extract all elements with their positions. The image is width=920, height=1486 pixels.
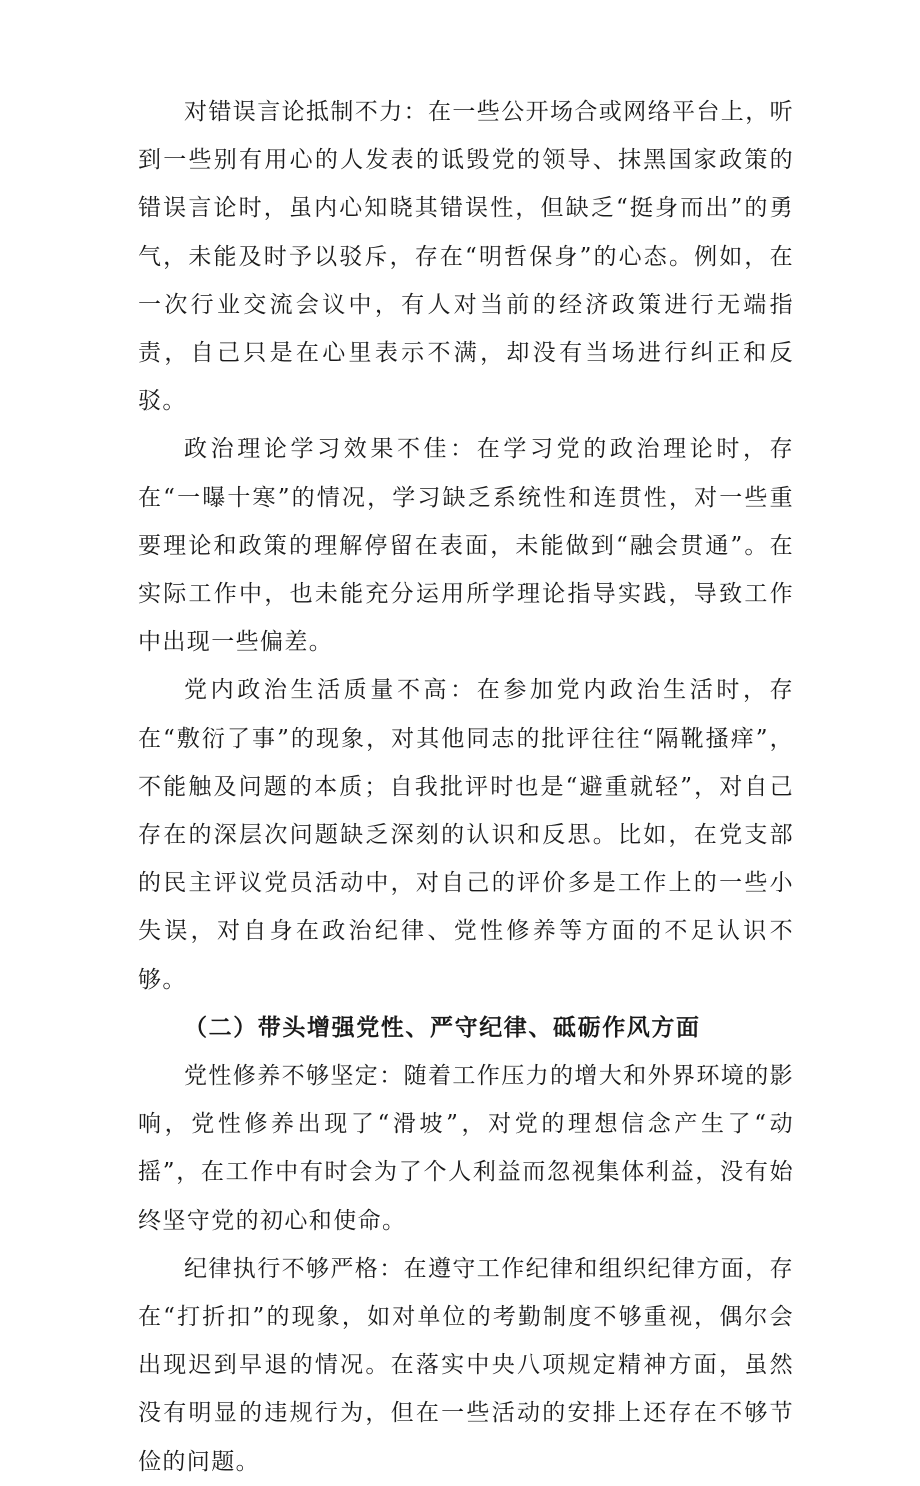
paragraph-discipline: 纪律执行不够严格：在遵守工作纪律和组织纪律方面，存在“打折扣”的现象，如对单位的考勤制度不够重视，偶尔会出现迟到早退的情况。在落实中央八项规定精神方面，虽然没有明显的违规行为，但在一些活动的安排上还存在不够节俭的问题。 <box>138 1255 794 1475</box>
paragraph-erroneous-views: 对错误言论抵制不力：在一些公开场合或网络平台上，听到一些别有用心的人发表的诋毁党的领导、抹黑国家政策的错误言论时，虽内心知晓其错误性，但缺乏“挺身而出”的勇气，未能及时予以驳斥，存在“明哲保身”的心态。例如，在一次行业交流会议中，有人对当前的经济政策进行无端指责，自己只是在心里表示不满，却没有当场进行纠正和反驳。 <box>138 99 794 415</box>
paragraph-party-life: 党内政治生活质量不高：在参加党内政治生活时，存在“敷衍了事”的现象，对其他同志的批评往往“隔靴搔痒”，不能触及问题的本质；自我批评时也是“避重就轻”，对自己存在的深层次问题缺乏深刻的认识和反思。比如，在党支部的民主评议党员活动中，对自己的评价多是工作上的一些小失误，对自身在政治纪律、党性修养等方面的不足认识不够。 <box>138 677 794 993</box>
paragraph-theory-study: 政治理论学习效果不佳：在学习党的政治理论时，存在“一曝十寒”的情况，学习缺乏系统性和连贯性，对一些重要理论和政策的理解停留在表面，未能做到“融会贯通”。在实际工作中，也未能充分运用所学理论指导实践，导致工作中出现一些偏差。 <box>138 436 794 656</box>
paragraph-party-spirit: 党性修养不够坚定：随着工作压力的增大和外界环境的影响，党性修养出现了“滑坡”，对党的理想信念产生了“动摇”，在工作中有时会为了个人利益而忽视集体利益，没有始终坚守党的初心和使命。 <box>138 1063 794 1234</box>
section-heading: （二）带头增强党性、严守纪律、砥砺作风方面 <box>184 1014 701 1041</box>
document-body <box>138 88 794 1486</box>
